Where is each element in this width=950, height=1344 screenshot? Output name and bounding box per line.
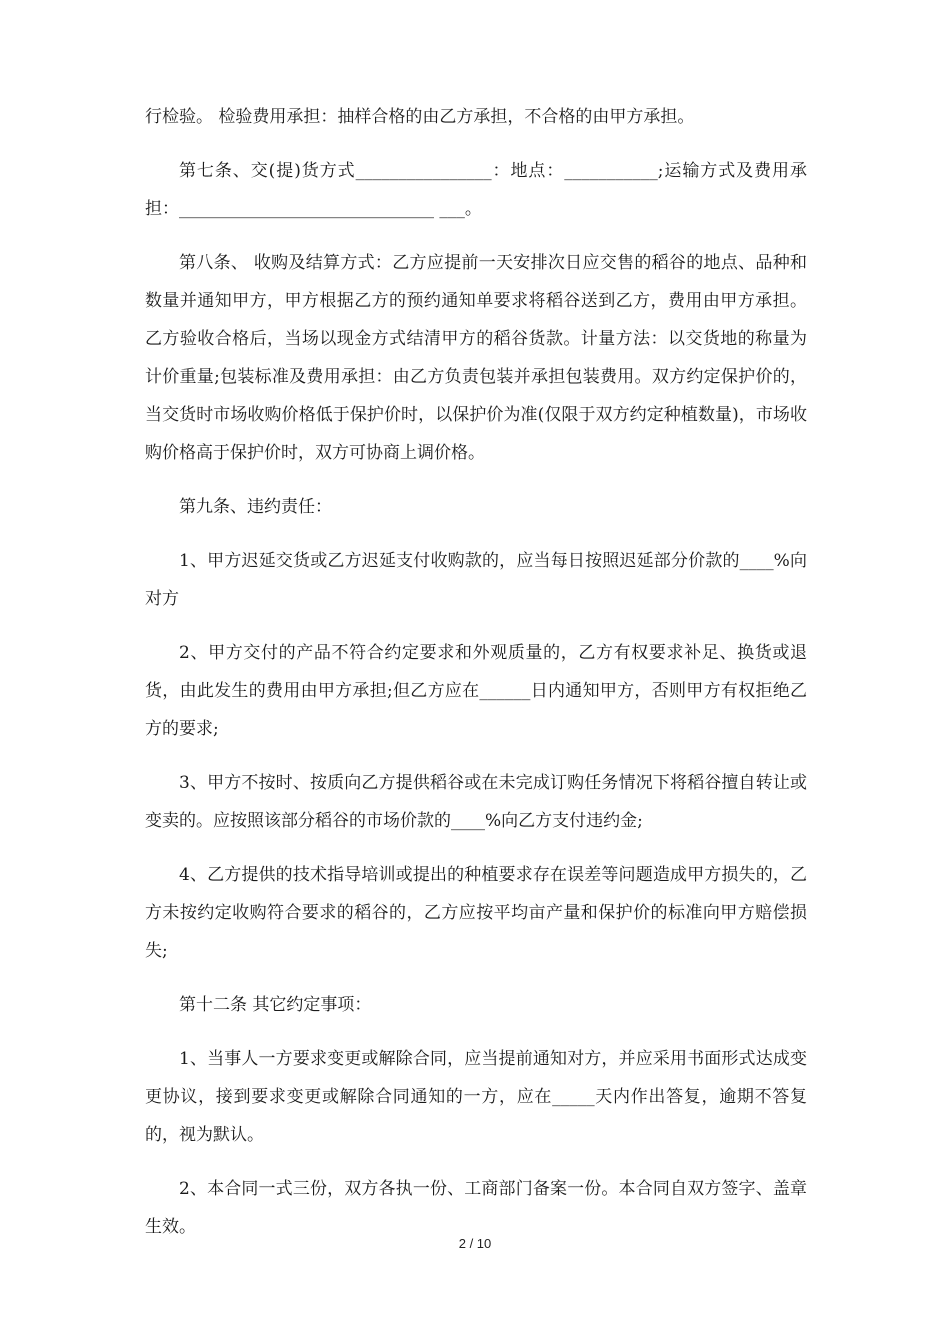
paragraph-liability-2: 2、甲方交付的产品不符合约定要求和外观质量的，乙方有权要求补足、换货或退货，由此发生的费用由甲方承担;但乙方应在______日内通知甲方，否则甲方有权拒绝乙方的要求; — [145, 643, 807, 739]
paragraph-liability-1: 1、甲方迟延交货或乙方迟延支付收购款的，应当每日按照迟延部分价款的____%向对方 — [145, 551, 807, 609]
paragraph-article-7-delivery: 第七条、交(提)货方式________________：地点：___________;运输方式及费用承担：______________________________ ___。 — [145, 161, 807, 219]
paragraph-article-12-heading: 第十二条 其它约定事项： — [179, 995, 372, 1015]
paragraph-inspection-cost: 行检验。 检验费用承担：抽样合格的由乙方承担，不合格的由甲方承担。 — [145, 107, 695, 127]
paragraph-article-8-settlement: 第八条、 收购及结算方式：乙方应提前一天安排次日应交售的稻谷的地点、品种和数量并通知甲方，甲方根据乙方的预约通知单要求将稻谷送到乙方，费用由甲方承担。乙方验收合格后，当场以现金方式结清甲方的稻谷货款。计量方法：以交货地的称量为计价重量;包装标准及费用承担：由乙方负责包装并承担包装费用。双方约定保护价的，当交货时市场收购价格低于保护价时，以保护价为准(仅限于双方约定种植数量)，市场收购价格高于保护价时，双方可协商上调价格。 — [145, 253, 807, 463]
paragraph-other-1: 1、当事人一方要求变更或解除合同，应当提前通知对方，并应采用书面形式达成变更协议，接到要求变更或解除合同通知的一方，应在_____天内作出答复，逾期不答复的，视为默认。 — [145, 1049, 807, 1145]
document-body — [145, 98, 807, 1262]
paragraph-liability-3: 3、甲方不按时、按质向乙方提供稻谷或在未完成订购任务情况下将稻谷擅自转让或变卖的。应按照该部分稻谷的市场价款的____%向乙方支付违约金; — [145, 773, 807, 831]
paragraph-other-2: 2、本合同一式三份，双方各执一份、工商部门备案一份。本合同自双方签字、盖章生效。 — [145, 1179, 807, 1237]
paragraph-liability-4: 4、乙方提供的技术指导培训或提出的种植要求存在误差等问题造成甲方损失的，乙方未按约定收购符合要求的稻谷的，乙方应按平均亩产量和保护价的标准向甲方赔偿损失; — [145, 865, 807, 961]
paragraph-article-9-heading: 第九条、违约责任： — [179, 497, 332, 517]
page-number: 2 / 10 — [458, 1236, 492, 1251]
